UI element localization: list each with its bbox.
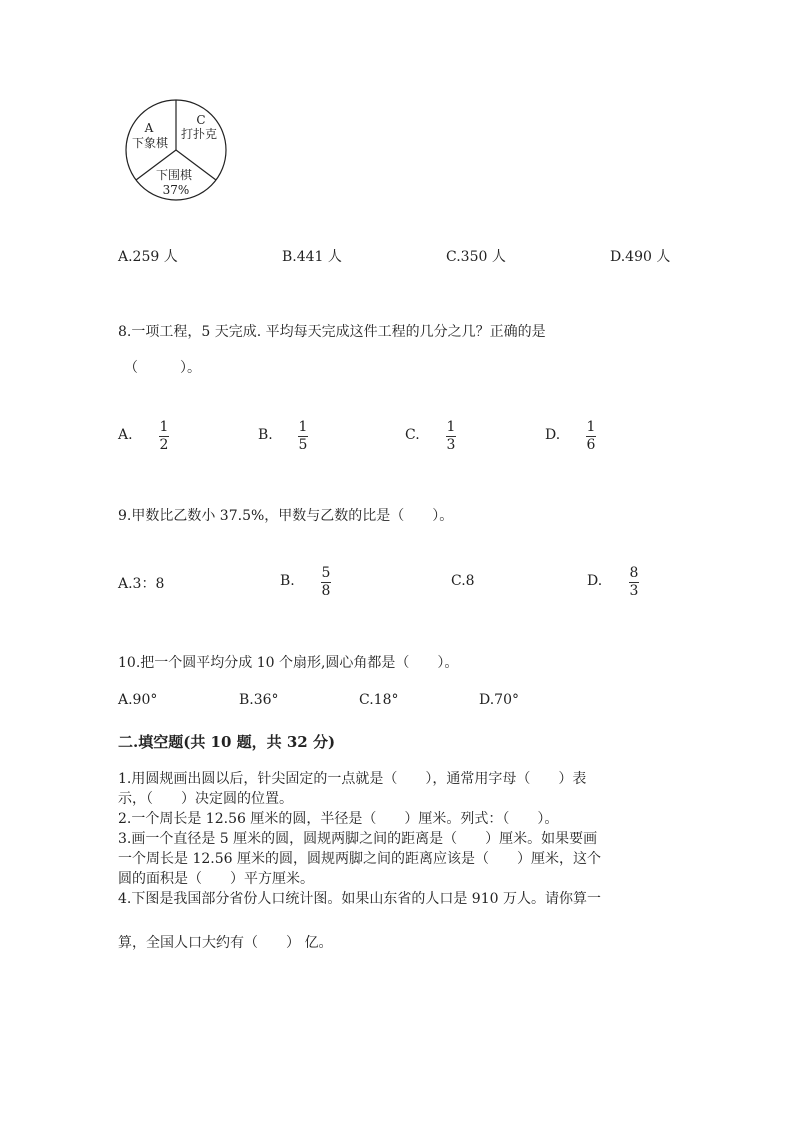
- q7-option-b[interactable]: B.441 人: [282, 249, 342, 265]
- fraction-numerator: 5: [321, 565, 331, 581]
- pie-slice-b-percent: 37%: [162, 183, 190, 197]
- q10-option-d[interactable]: D.70°: [479, 692, 519, 708]
- fill-q4-line2: 算，全国人口大约有（ ） 亿。: [118, 935, 333, 951]
- fill-q4-line1: 4.下图是我国部分省份人口统计图。如果山东省的人口是 910 万人。请你算一: [118, 891, 601, 907]
- q8-stem-line2: （ ）。: [124, 360, 201, 376]
- fraction-numerator: 1: [298, 419, 308, 435]
- fill-q3-line2: 一个周长是 12.56 厘米的圆，圆规两脚之间的距离应该是（ ）厘米，这个: [118, 851, 601, 867]
- pie-slice-c-letter: C: [196, 113, 206, 127]
- fill-q3-line3: 圆的面积是（ ）平方厘米。: [118, 871, 314, 887]
- q9-option-b-letter[interactable]: B.: [280, 573, 295, 589]
- q8-stem-line1: 8.一项工程，5 天完成. 平均每天完成这件工程的几分之几？正确的是: [118, 324, 546, 340]
- q8-option-d-letter[interactable]: D.: [545, 427, 561, 443]
- q9-stem: 9.甲数比乙数小 37.5%，甲数与乙数的比是（ ）。: [118, 508, 454, 524]
- pie-figure: [124, 98, 228, 202]
- fill-blank-paragraphs: [118, 769, 678, 909]
- fraction-denominator: 3: [629, 583, 639, 599]
- fraction-denominator: 3: [446, 437, 456, 453]
- pie-slice-c-label: 打扑克: [180, 127, 218, 141]
- fill-q3-line1: 3.画一个直径是 5 厘米的圆，圆规两脚之间的距离是（ ）厘米。如果要画: [118, 831, 598, 847]
- fraction-numerator: 1: [159, 419, 169, 435]
- fill-q1-line2: 示，（ ）决定圆的位置。: [118, 791, 293, 807]
- fraction-numerator: 8: [629, 565, 639, 581]
- q8-option-b-fraction: [298, 420, 308, 453]
- q8-option-c-fraction: [446, 420, 456, 453]
- q9-option-d-letter[interactable]: D.: [587, 573, 603, 589]
- q8-option-b-letter[interactable]: B.: [258, 427, 273, 443]
- pie-slice-b-label: 下围棋: [155, 168, 193, 182]
- q10-stem: 10.把一个圆平均分成 10 个扇形,圆心角都是（ ）。: [118, 655, 459, 671]
- section-title: 二.填空题(共 10 题，共 32 分): [118, 733, 336, 751]
- q10-option-a[interactable]: A.90°: [118, 692, 158, 708]
- fraction-denominator: 5: [298, 437, 308, 453]
- fraction-numerator: 1: [586, 419, 596, 435]
- fill-q2-line1: 2.一个周长是 12.56 厘米的圆，半径是（ ）厘米。列式：（ ）。: [118, 811, 559, 827]
- q10-option-c[interactable]: C.18°: [359, 692, 399, 708]
- q9-option-c[interactable]: C.8: [451, 573, 475, 589]
- q8-option-a-fraction: [159, 420, 169, 453]
- q9-option-a[interactable]: A.3：8: [118, 576, 165, 592]
- q8-option-d-fraction: [586, 420, 596, 453]
- fraction-numerator: 1: [446, 419, 456, 435]
- fraction-denominator: 8: [321, 583, 331, 599]
- q8-option-c-letter[interactable]: C.: [405, 427, 420, 443]
- q9-option-b-fraction: [321, 566, 331, 599]
- q7-option-a[interactable]: A.259 人: [118, 249, 178, 265]
- q9-option-d-fraction: [629, 566, 639, 599]
- q8-option-a-letter[interactable]: A.: [118, 427, 133, 443]
- pie-slice-a-label: 下象棋: [131, 136, 169, 150]
- fraction-denominator: 2: [159, 437, 169, 453]
- fill-q1-line1: 1.用圆规画出圆以后，针尖固定的一点就是（ ），通常用字母（ ）表: [118, 771, 587, 787]
- q10-option-b[interactable]: B.36°: [239, 692, 279, 708]
- q7-option-d[interactable]: D.490 人: [610, 249, 671, 265]
- fraction-denominator: 6: [586, 437, 596, 453]
- pie-slice-a-letter: A: [144, 121, 154, 135]
- q7-option-c[interactable]: C.350 人: [446, 249, 506, 265]
